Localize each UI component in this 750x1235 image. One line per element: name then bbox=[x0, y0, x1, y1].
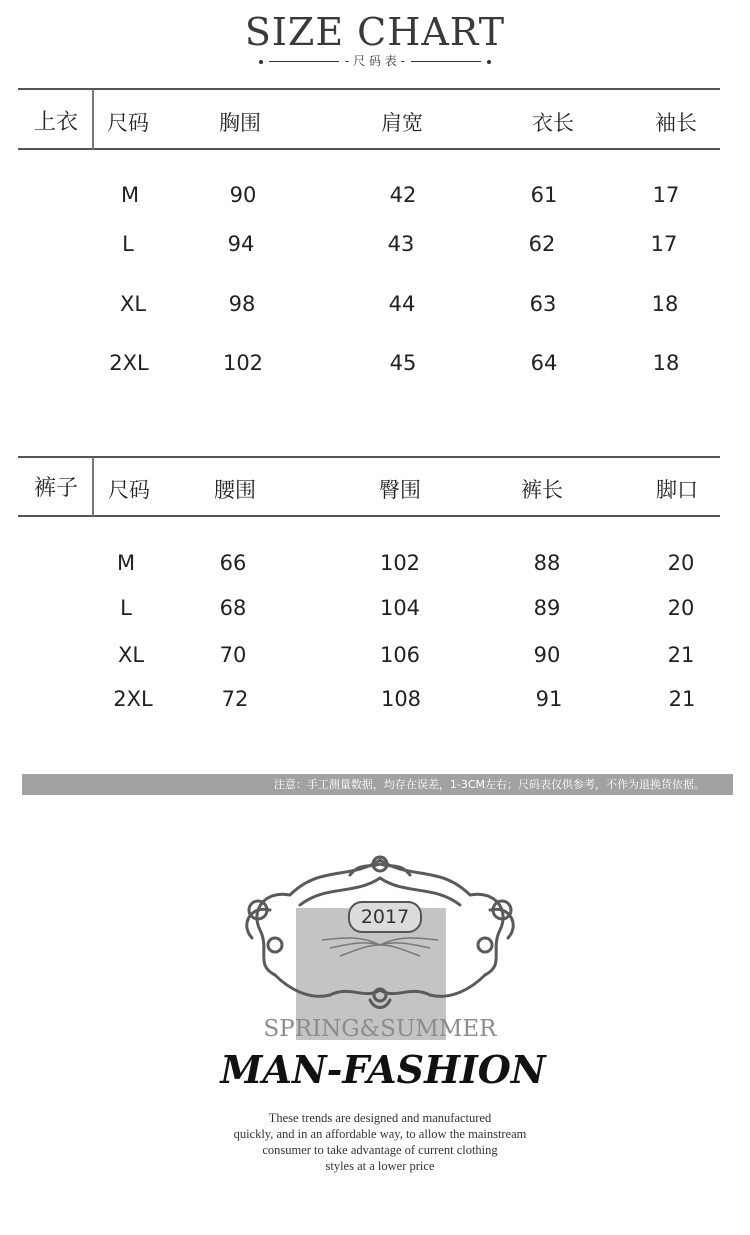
table-cell: 18 bbox=[652, 351, 680, 375]
table-cell: 20 bbox=[667, 596, 695, 620]
table-cell: 72 bbox=[221, 687, 249, 711]
dot-icon bbox=[487, 60, 491, 64]
header-cell: 肩宽 bbox=[381, 111, 423, 135]
header-cell: 袖长 bbox=[655, 111, 697, 135]
table-header-border bbox=[18, 148, 720, 150]
header-cell: 裤长 bbox=[521, 478, 563, 502]
table-cell: 91 bbox=[535, 687, 563, 711]
table-category-label: 裤子 bbox=[34, 476, 79, 501]
table-top-border bbox=[18, 88, 720, 90]
table-cell: 70 bbox=[219, 643, 247, 667]
table-cell: 88 bbox=[533, 551, 561, 575]
header-cell: 尺码 bbox=[107, 111, 149, 135]
divider bbox=[411, 61, 481, 62]
header-cell: 衣长 bbox=[532, 111, 574, 135]
year-badge: 2017 bbox=[348, 901, 422, 933]
blurb-line: These trends are designed and manufactured bbox=[268, 1111, 492, 1125]
promo-season: SPRING&SUMMER bbox=[263, 1016, 497, 1042]
table-cell: 90 bbox=[229, 183, 257, 207]
table-cell: 17 bbox=[652, 183, 680, 207]
table-cell: 2XL bbox=[113, 687, 153, 711]
table-cell: 44 bbox=[388, 292, 416, 316]
dot-icon bbox=[259, 60, 263, 64]
table-cell: 104 bbox=[379, 596, 421, 620]
table-cell: L bbox=[122, 232, 134, 256]
table-cell: XL bbox=[119, 292, 147, 316]
blurb-line: quickly, and in an affordable way, to allow the mainstream bbox=[233, 1127, 527, 1141]
table-cell: 66 bbox=[219, 551, 247, 575]
table-cell: 68 bbox=[219, 596, 247, 620]
measurement-note: 注意：手工测量数据，均存在误差，1-3CM左右；尺码表仅供参考，不作为退换货依据。 bbox=[22, 774, 733, 795]
divider bbox=[269, 61, 339, 62]
table-cell: 98 bbox=[228, 292, 256, 316]
table-cell: 102 bbox=[222, 351, 264, 375]
table-cell: 42 bbox=[389, 183, 417, 207]
table-cell: 90 bbox=[533, 643, 561, 667]
table-cell: M bbox=[116, 551, 136, 575]
blurb-line: styles at a lower price bbox=[325, 1159, 435, 1173]
table-header-border bbox=[18, 515, 720, 517]
table-cell: 2XL bbox=[109, 351, 149, 375]
header-cell: 脚口 bbox=[656, 478, 698, 502]
table-cell: 94 bbox=[227, 232, 255, 256]
table-cell: 45 bbox=[389, 351, 417, 375]
table-cell: 61 bbox=[530, 183, 558, 207]
table-cell: 63 bbox=[529, 292, 557, 316]
promo-headline: MAN-FASHION bbox=[220, 1047, 546, 1092]
table-cell: 62 bbox=[528, 232, 556, 256]
table-cell: M bbox=[120, 183, 140, 207]
blurb-line: consumer to take advantage of current clothing bbox=[262, 1143, 498, 1157]
ornament-frame-icon bbox=[230, 850, 530, 1020]
table-category-label: 上衣 bbox=[34, 110, 79, 135]
table-cell: 108 bbox=[380, 687, 422, 711]
table-cell: 106 bbox=[379, 643, 421, 667]
table-cell: 20 bbox=[667, 551, 695, 575]
header-cell: 尺码 bbox=[108, 478, 150, 502]
page-subtitle bbox=[0, 52, 750, 69]
table-cell: XL bbox=[117, 643, 145, 667]
table-cell: 21 bbox=[667, 643, 695, 667]
table-cell: 102 bbox=[379, 551, 421, 575]
table-cell: 64 bbox=[530, 351, 558, 375]
page-title: SIZE CHART bbox=[244, 10, 506, 54]
table-cell: 89 bbox=[533, 596, 561, 620]
table-top-border bbox=[18, 456, 720, 458]
table-cell: 17 bbox=[650, 232, 678, 256]
table-cell: 21 bbox=[668, 687, 696, 711]
table-cell: 18 bbox=[651, 292, 679, 316]
promo-blurb bbox=[0, 1110, 750, 1174]
table-cell: L bbox=[120, 596, 132, 620]
subtitle-text: - 尺 码 表 - bbox=[345, 54, 405, 68]
table-cell: 43 bbox=[387, 232, 415, 256]
header-cell: 臀围 bbox=[379, 478, 421, 502]
header-cell: 胸围 bbox=[219, 111, 261, 135]
header-cell: 腰围 bbox=[214, 478, 256, 502]
